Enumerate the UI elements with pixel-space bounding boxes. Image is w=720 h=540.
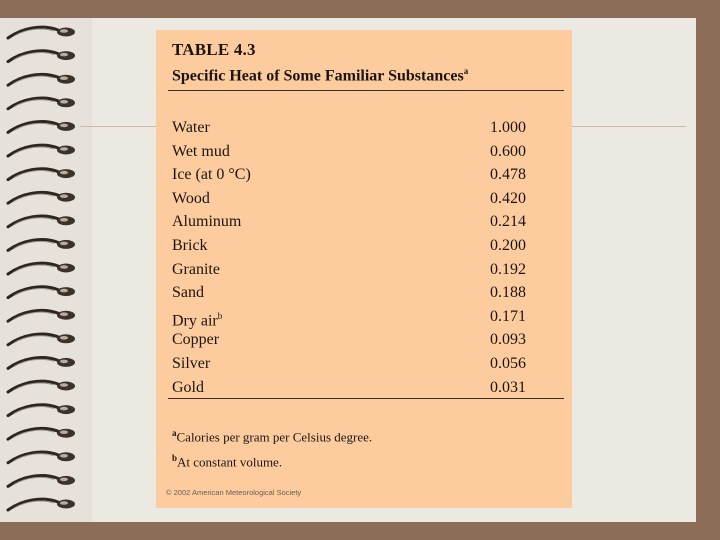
substance-name: Gold	[172, 378, 204, 396]
spiral-ring-icon	[8, 240, 75, 251]
table-row	[172, 234, 546, 258]
table-body	[172, 116, 546, 399]
substance-name: Ice (at 0 °C)	[172, 166, 251, 184]
specific-heat-value: 0.200	[490, 236, 526, 254]
specific-heat-value: 0.171	[490, 307, 526, 325]
spiral-ring-icon	[8, 452, 75, 463]
footnote-b-marker: b	[172, 453, 178, 463]
specific-heat-value: 0.056	[490, 354, 526, 372]
spiral-ring-icon	[8, 263, 75, 274]
spiral-ring-icon	[8, 287, 75, 298]
spiral-ring-icon	[8, 216, 75, 227]
spiral-ring-icon	[8, 310, 75, 321]
specific-heat-value: 0.478	[490, 166, 526, 184]
table-row	[172, 187, 546, 211]
table-card	[156, 30, 572, 508]
table-row	[172, 328, 546, 352]
specific-heat-value: 1.000	[490, 119, 526, 136]
table-row	[172, 376, 546, 400]
spiral-ring-icon	[8, 74, 75, 85]
spiral-ring-icon	[8, 476, 75, 487]
specific-heat-value: 0.192	[490, 260, 526, 278]
table-row	[172, 281, 546, 305]
specific-heat-value: 0.093	[490, 331, 526, 349]
spiral-ring-icon	[8, 98, 75, 109]
specific-heat-value: 0.600	[490, 142, 526, 160]
table-row	[172, 352, 546, 376]
table-row	[172, 163, 546, 187]
footnote-a	[172, 428, 372, 445]
substance-name: Copper	[172, 331, 220, 349]
table-row	[172, 140, 546, 164]
specific-heat-value: 0.031	[490, 378, 526, 396]
substance-name: Wood	[172, 189, 210, 207]
table-title: TABLE 4.3	[172, 40, 256, 59]
table-bottom-rule	[168, 398, 564, 399]
table-subtitle-text: Specific Heat of Some Familiar Substances	[172, 67, 464, 85]
footnote-b-text: At constant volume.	[177, 454, 283, 470]
table-row	[172, 116, 546, 140]
substance-name: Wet mud	[172, 142, 230, 160]
spiral-ring-icon	[8, 334, 75, 345]
footnote-a-text: Calories per gram per Celsius degree.	[176, 429, 373, 445]
footnote-a-marker: a	[172, 428, 177, 438]
spiral-ring-icon	[8, 358, 75, 369]
spiral-ring-icon	[8, 27, 75, 38]
substance-name: Aluminum	[172, 213, 242, 231]
spiral-ring-icon	[8, 145, 75, 156]
spiral-ring-icon	[8, 51, 75, 62]
specific-heat-value: 0.188	[490, 284, 526, 302]
substance-footnote-marker: b	[217, 310, 223, 321]
footnote-b	[172, 453, 282, 470]
spiral-ring-icon	[8, 122, 75, 133]
substance-name: Sand	[172, 284, 204, 302]
table-top-rule	[168, 90, 564, 91]
table-subtitle	[172, 66, 468, 85]
substance-name: Dry air	[172, 312, 218, 330]
specific-heat-value: 0.420	[490, 189, 526, 207]
table-row	[172, 258, 546, 282]
spiral-ring-icon	[8, 405, 75, 416]
table-row	[172, 210, 546, 234]
spiral-ring-icon	[8, 169, 75, 180]
spiral-ring-icon	[8, 192, 75, 203]
spiral-ring-icon	[8, 428, 75, 439]
copyright-notice: © 2002 American Meteorological Society	[166, 488, 302, 497]
substance-name: Brick	[172, 236, 208, 254]
spiral-binding-icon	[0, 18, 92, 522]
substance-name: Granite	[172, 260, 220, 278]
table-row	[172, 305, 546, 329]
table-subtitle-marker: a	[463, 66, 469, 76]
substance-name: Water	[172, 119, 210, 136]
substance-name: Silver	[172, 354, 211, 372]
specific-heat-value: 0.214	[490, 213, 526, 231]
spiral-ring-icon	[8, 381, 75, 392]
substance-cell	[172, 305, 222, 329]
spiral-ring-icon	[8, 499, 75, 510]
